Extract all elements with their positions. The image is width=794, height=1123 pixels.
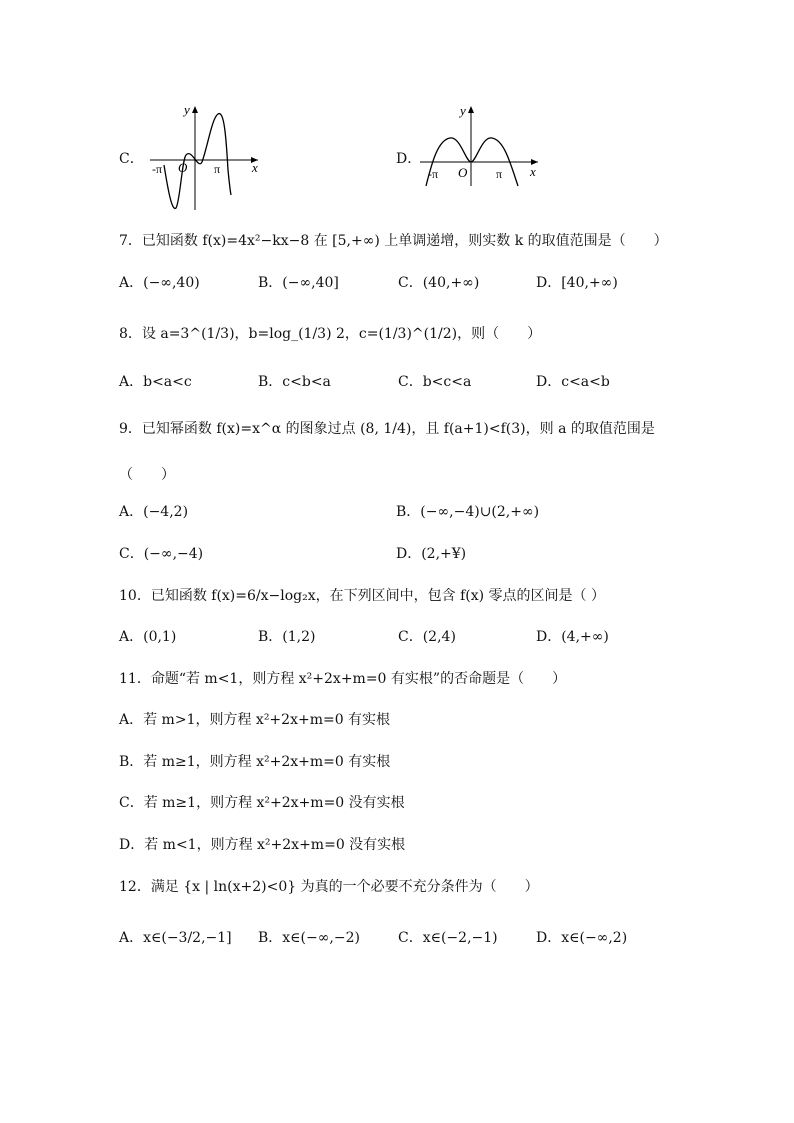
- curve-c: [164, 114, 231, 209]
- q10-option-b[interactable]: B．(1,2): [258, 629, 316, 645]
- q8-option-d[interactable]: D．c<a<b: [536, 374, 610, 390]
- q8-option-b[interactable]: B．c<b<a: [258, 374, 331, 390]
- graph-d: [418, 100, 548, 190]
- x-label: x: [530, 164, 536, 179]
- q11-option-b[interactable]: B．若 m≥1，则方程 x²+2x+m=0 有实根: [119, 754, 391, 770]
- origin-label: O: [178, 160, 188, 175]
- question-7-stem: 7．已知函数 f(x)=4x²−kx−8 在 [5,+∞) 上单调递增，则实数 k 的取值范围是（ ）: [119, 233, 668, 249]
- q10-option-a[interactable]: A．(0,1): [119, 629, 177, 645]
- q12-option-d[interactable]: D．x∈(−∞,2): [536, 930, 628, 946]
- q7-option-b[interactable]: B．(−∞,40]: [258, 275, 339, 291]
- q11-option-c[interactable]: C．若 m≥1，则方程 x²+2x+m=0 没有实根: [119, 795, 405, 811]
- pos-pi-label: π: [214, 162, 221, 176]
- q11-option-d[interactable]: D．若 m<1，则方程 x²+2x+m=0 没有实根: [119, 837, 406, 853]
- q8-option-a[interactable]: A．b<a<c: [119, 374, 192, 390]
- y-label: y: [184, 102, 190, 117]
- q9-option-d[interactable]: D．(2,+¥): [396, 546, 467, 562]
- q10-option-d[interactable]: D．(4,+∞): [536, 629, 609, 645]
- question-11-stem: 11．命题“若 m<1，则方程 x²+2x+m=0 有实根”的否命题是（ ）: [119, 671, 567, 687]
- y-axis-arrow-icon: [192, 106, 198, 113]
- question-9-stem: 9．已知幂函数 f(x)=x^α 的图象过点 (8, 1/4)，且 f(a+1)<f(3)，则 a 的取值范围是: [119, 421, 655, 437]
- q12-option-a[interactable]: A．x∈(−3/2,−1]: [119, 930, 232, 946]
- q12-option-b[interactable]: B．x∈(−∞,−2): [258, 930, 360, 946]
- q11-option-a[interactable]: A．若 m>1，则方程 x²+2x+m=0 有实根: [119, 712, 391, 728]
- y-axis-arrow-icon: [468, 106, 474, 113]
- q7-option-a[interactable]: A．(−∞,40): [119, 275, 200, 291]
- q9-option-b[interactable]: B．(−∞,−4)∪(2,+∞): [396, 504, 540, 520]
- origin-label: O: [458, 165, 468, 180]
- option-d-label: D．: [396, 151, 422, 167]
- question-8-stem: 8．设 a=3^(1/3)，b=log_(1/3) 2，c=(1/3)^(1/2)，则（ ）: [119, 326, 542, 342]
- q7-option-d[interactable]: D．[40,+∞): [536, 275, 618, 291]
- q8-option-c[interactable]: C．b<c<a: [398, 374, 472, 390]
- option-c-label: C．: [119, 151, 144, 167]
- neg-pi-label: -π: [428, 167, 439, 181]
- question-12-stem: 12．满足 {x | ln(x+2)<0} 为真的一个必要不充分条件为（ ）: [119, 879, 539, 895]
- pos-pi-label: π: [496, 167, 503, 181]
- question-9-stem-cont: （ ）: [119, 467, 175, 483]
- q10-option-c[interactable]: C．(2,4): [398, 629, 456, 645]
- q12-option-c[interactable]: C．x∈(−2,−1): [398, 930, 498, 946]
- y-label: y: [460, 103, 466, 118]
- question-10-stem: 10．已知函数 f(x)=6/x−log₂x，在下列区间中，包含 f(x) 零点的区间是（ ）: [119, 588, 605, 604]
- graph-c: [140, 100, 270, 215]
- x-label: x: [252, 160, 258, 175]
- q9-option-a[interactable]: A．(−4,2): [119, 504, 189, 520]
- q9-option-c[interactable]: C．(−∞,−4): [119, 546, 204, 562]
- q7-option-c[interactable]: C．(40,+∞): [398, 275, 480, 291]
- neg-pi-label: -π: [152, 162, 163, 176]
